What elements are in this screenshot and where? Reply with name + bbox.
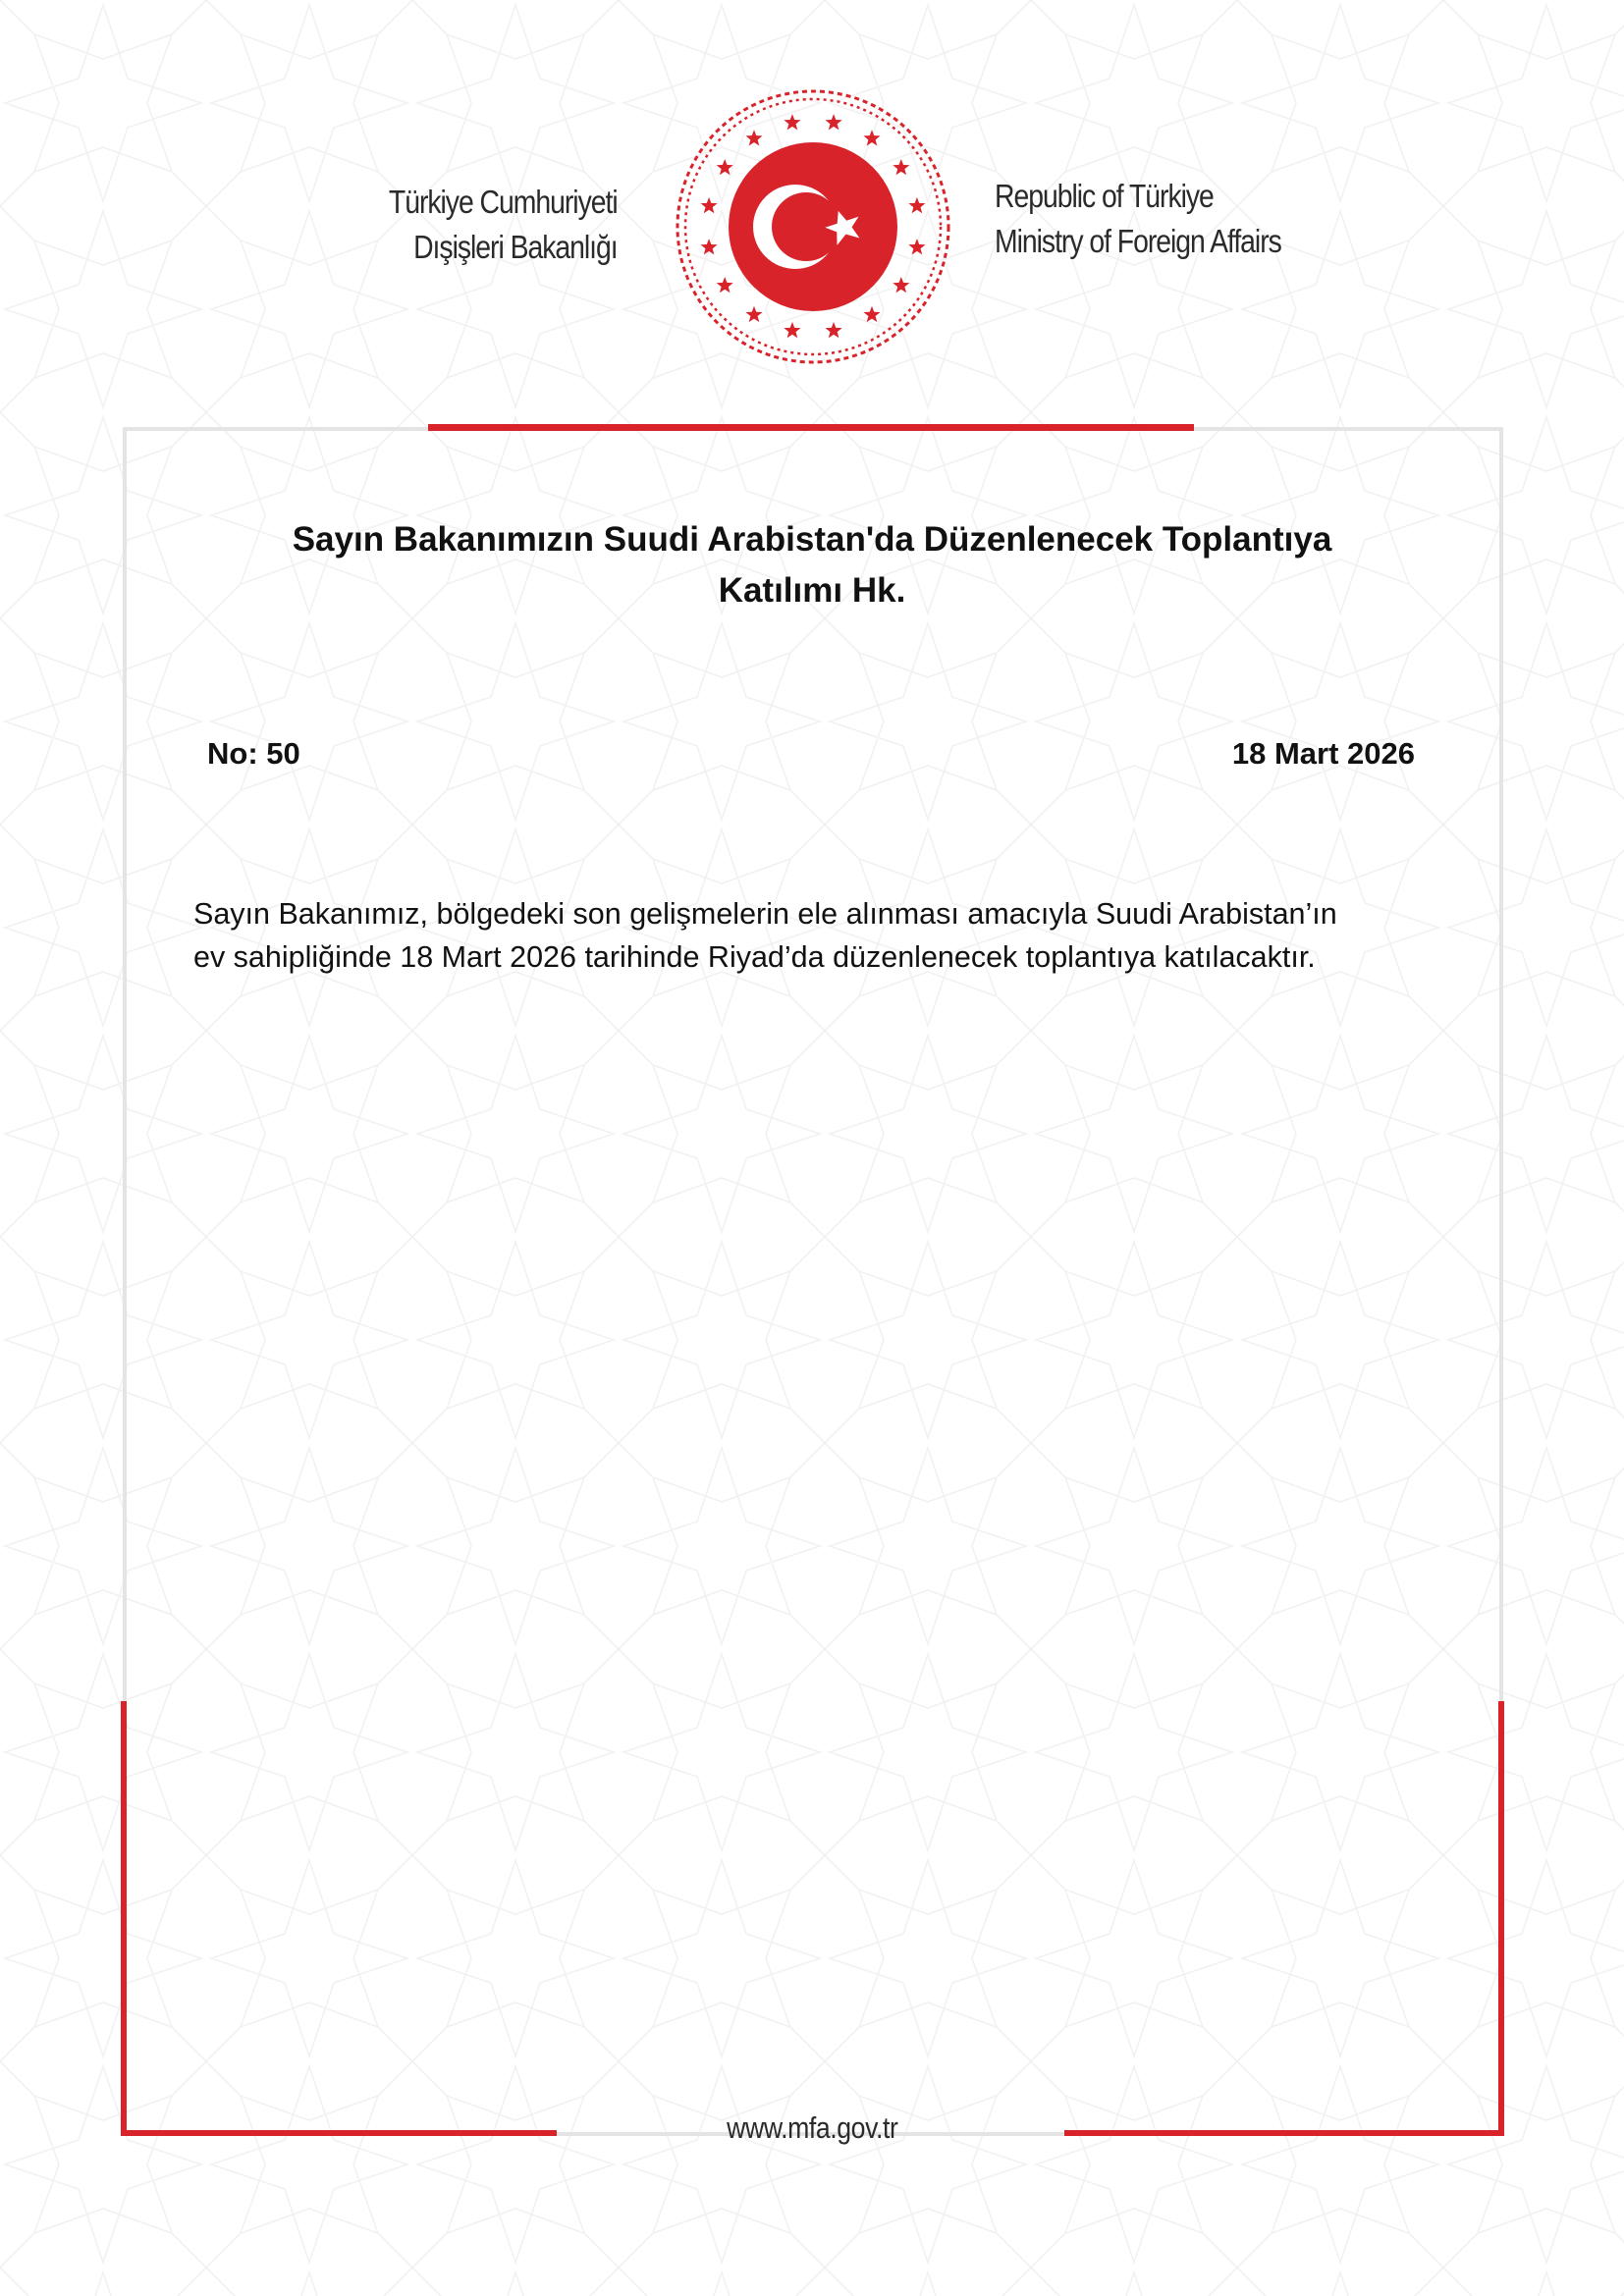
right-accent-line [1498, 1701, 1504, 2136]
emblem-star-icon [908, 239, 925, 254]
ministry-name-english [995, 174, 1281, 264]
emblem-star-icon [863, 306, 880, 322]
emblem-star-icon [717, 277, 733, 293]
emblem-star-icon [826, 114, 842, 130]
top-accent-line [428, 424, 1194, 431]
document-title-line1: Sayın Bakanımızın Suudi Arabistan'da Düzenlenecek Toplantıya [292, 520, 1332, 559]
emblem-star-icon [745, 130, 762, 145]
emblem-star-icon [893, 159, 909, 175]
emblem-star-icon [701, 197, 718, 213]
document-body-line1: Sayın Bakanımız, bölgedeki son gelişmelerin ele alınması amacıyla Suudi Arabistan’ın [193, 897, 1337, 931]
document-title-line2: Katılımı Hk. [718, 571, 906, 610]
emblem-star-icon [717, 159, 733, 175]
document-title [137, 514, 1487, 616]
frame-right-border [1499, 427, 1503, 1703]
frame-left-border [123, 427, 127, 1703]
emblem-star-icon [893, 277, 909, 293]
document-number: No: 50 [207, 736, 300, 771]
document-body [193, 892, 1445, 979]
footer-website [0, 2110, 1624, 2146]
document-body-line2: ev sahipliğinde 18 Mart 2026 tarihinde Riyad’da düzenlenecek toplantıya katılacaktır. [193, 940, 1316, 974]
emblem-star-icon [908, 197, 925, 213]
crescent-star-emblem-icon [671, 84, 955, 369]
document-date: 18 Mart 2026 [1231, 736, 1415, 771]
ministry-name-turkish-line1: Türkiye Cumhuriyeti [389, 184, 618, 220]
emblem-star-icon [745, 306, 762, 322]
emblem-star-icon [701, 239, 718, 254]
ministry-name-english-line2: Ministry of Foreign Affairs [995, 223, 1281, 259]
emblem-star-icon [826, 322, 842, 338]
emblem-star-icon [784, 114, 800, 130]
ministry-name-english-line1: Republic of Türkiye [995, 178, 1214, 214]
ministry-name-turkish [389, 180, 618, 270]
emblem-star-icon [863, 130, 880, 145]
ministry-name-turkish-line2: Dışişleri Bakanlığı [413, 229, 618, 265]
left-accent-line [121, 1701, 127, 2136]
emblem-star-icon [784, 322, 800, 338]
footer-website-link[interactable]: www.mfa.gov.tr [726, 2110, 898, 2145]
